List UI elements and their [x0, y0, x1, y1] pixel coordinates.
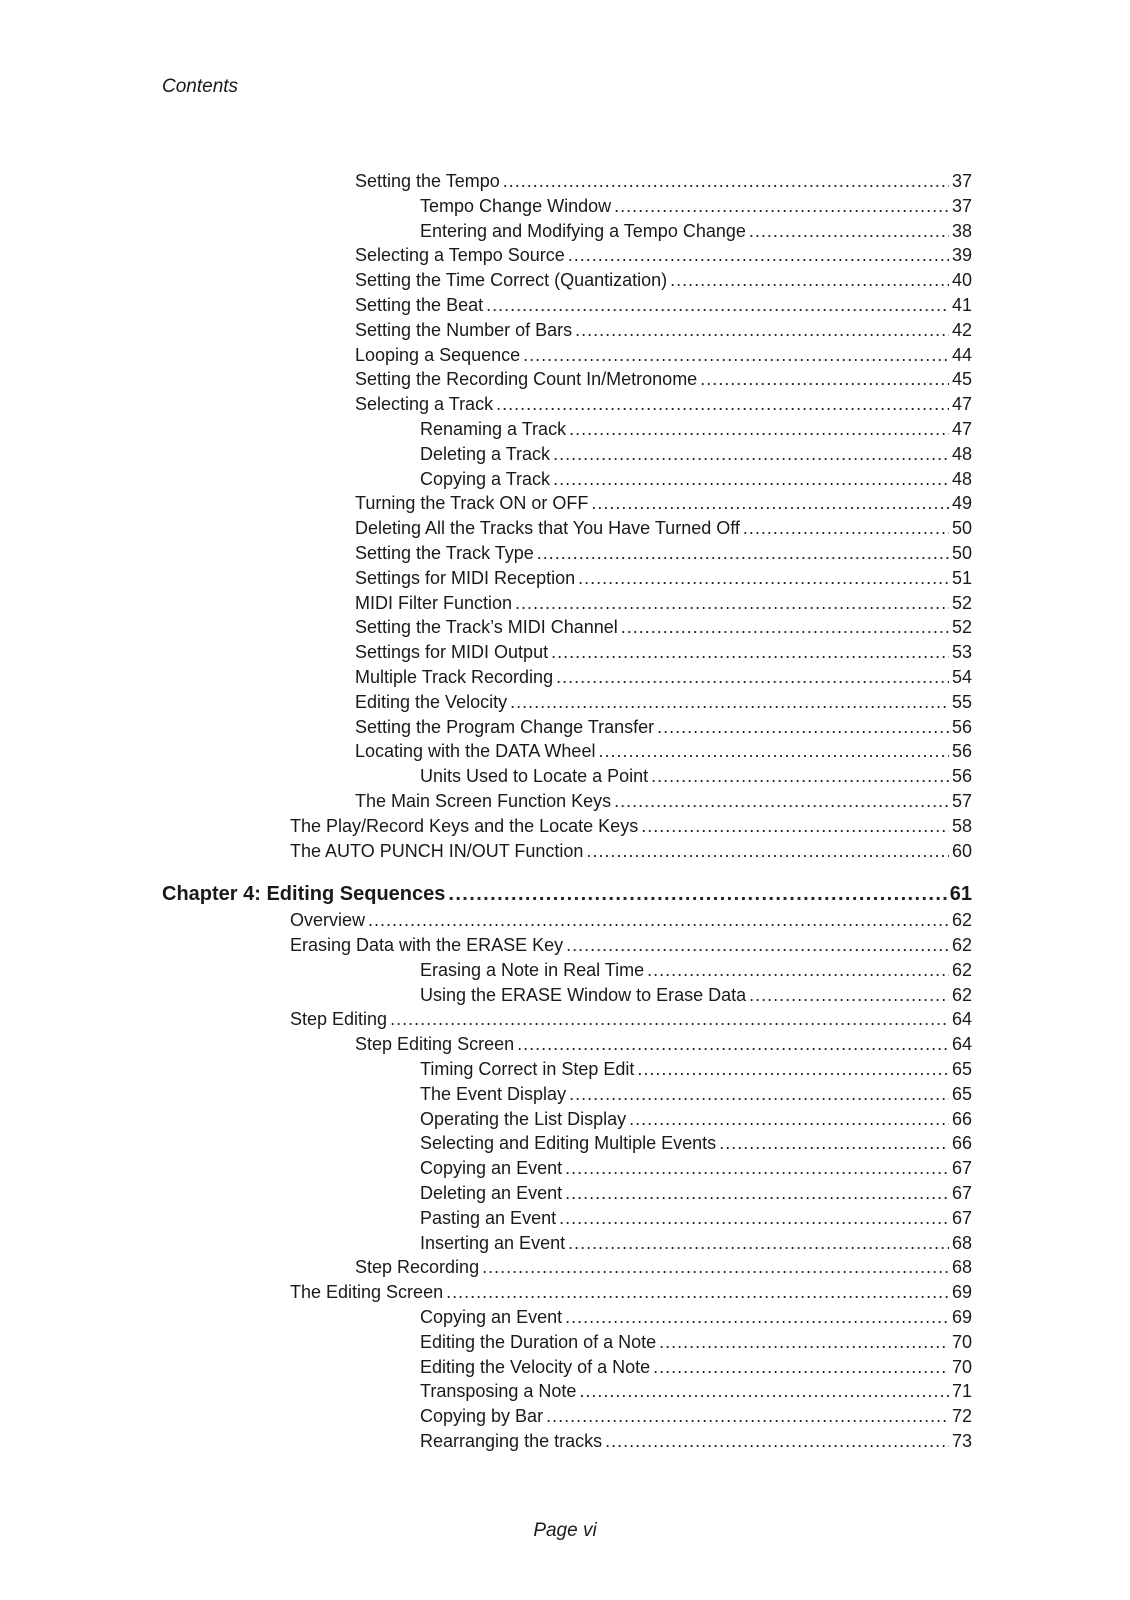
toc-entry-page: 69: [951, 1282, 972, 1302]
toc-entry[interactable]: [290, 909, 972, 931]
toc-entry-title: Deleting All the Tracks that You Have Turned Off: [355, 518, 740, 538]
toc-chapter-entry[interactable]: [162, 882, 972, 906]
dot-leader: [446, 1281, 949, 1303]
toc-entry[interactable]: [420, 1430, 972, 1452]
toc-entry-title: Tempo Change Window: [420, 196, 612, 216]
dot-leader: [614, 790, 949, 812]
dot-leader: [368, 909, 949, 931]
toc-entry-page: 56: [951, 741, 972, 761]
toc-entry-page: 58: [951, 816, 972, 836]
dot-leader: [551, 641, 949, 663]
toc-entry-page: 61: [949, 883, 972, 905]
toc-entry[interactable]: [290, 934, 972, 956]
dot-leader: [565, 1157, 949, 1179]
dot-leader: [651, 765, 949, 787]
toc-entry-title: Erasing a Note in Real Time: [420, 960, 645, 980]
toc-entry-title: The AUTO PUNCH IN/OUT Function: [290, 841, 584, 861]
toc-entry[interactable]: [290, 815, 972, 837]
dot-leader: [647, 959, 949, 981]
toc-entry[interactable]: [420, 1083, 972, 1105]
dot-leader: [565, 1182, 949, 1204]
dot-leader: [559, 1207, 949, 1229]
dot-leader: [496, 393, 949, 415]
toc-entry-title: Locating with the DATA Wheel: [355, 741, 596, 761]
dot-leader: [482, 1256, 949, 1278]
dot-leader: [568, 244, 949, 266]
toc-entry-title: Chapter 4: Editing Sequences: [162, 883, 446, 905]
toc-entry-page: 42: [951, 320, 972, 340]
toc-entry-page: 54: [951, 667, 972, 687]
toc-entry[interactable]: [420, 765, 972, 787]
dot-leader: [598, 740, 949, 762]
toc-entry[interactable]: [355, 319, 972, 341]
toc-entry-title: Operating the List Display: [420, 1109, 627, 1129]
dot-leader: [670, 269, 949, 291]
toc-entry-page: 70: [951, 1332, 972, 1352]
dot-leader: [503, 170, 949, 192]
dot-leader: [749, 984, 949, 1006]
dot-leader: [659, 1331, 949, 1353]
toc-entry-page: 62: [951, 910, 972, 930]
toc-entry-page: 69: [951, 1307, 972, 1327]
toc-entry-title: MIDI Filter Function: [355, 593, 513, 613]
toc-entry[interactable]: [420, 220, 972, 242]
toc-entry-title: Pasting an Event: [420, 1208, 557, 1228]
dot-leader: [568, 1232, 949, 1254]
dot-leader: [641, 815, 949, 837]
toc-entry-page: 47: [951, 394, 972, 414]
toc-entry-page: 45: [951, 369, 972, 389]
toc-entry-title: Setting the Program Change Transfer: [355, 717, 655, 737]
dot-leader: [569, 1083, 949, 1105]
toc-entry-title: Step Editing Screen: [355, 1034, 515, 1054]
dot-leader: [537, 542, 949, 564]
toc-entry-title: Multiple Track Recording: [355, 667, 554, 687]
toc-entry-page: 55: [951, 692, 972, 712]
toc-entry[interactable]: [355, 740, 972, 762]
toc-entry-title: Setting the Time Correct (Quantization): [355, 270, 668, 290]
toc-entry[interactable]: [420, 1405, 972, 1427]
toc-entry-page: 40: [951, 270, 972, 290]
toc-entry[interactable]: [420, 959, 972, 981]
toc-entry-title: Copying by Bar: [420, 1406, 544, 1426]
dot-leader: [553, 468, 949, 490]
toc-entry-page: 49: [951, 493, 972, 513]
toc-entry-page: 41: [951, 295, 972, 315]
toc-entry-page: 67: [951, 1208, 972, 1228]
toc-entry[interactable]: [420, 1182, 972, 1204]
toc-entry[interactable]: [355, 170, 972, 192]
toc-entry[interactable]: [420, 1356, 972, 1378]
toc-entry[interactable]: [420, 1306, 972, 1328]
running-head: Contents: [162, 76, 239, 97]
toc-entry-title: Looping a Sequence: [355, 345, 521, 365]
toc-entry-page: 56: [951, 717, 972, 737]
toc-entry-title: Step Editing: [290, 1009, 388, 1029]
toc-entry-title: Copying an Event: [420, 1158, 563, 1178]
dot-leader: [553, 443, 949, 465]
toc-entry[interactable]: [420, 1232, 972, 1254]
toc-entry-page: 57: [951, 791, 972, 811]
dot-leader: [591, 492, 949, 514]
dot-leader: [614, 195, 949, 217]
toc-entry-page: 68: [951, 1233, 972, 1253]
dot-leader: [629, 1108, 949, 1130]
toc-entry[interactable]: [420, 1132, 972, 1154]
toc-entry-page: 67: [951, 1158, 972, 1178]
toc-entry[interactable]: [355, 592, 972, 614]
toc-entry-page: 52: [951, 593, 972, 613]
toc-entry-page: 62: [951, 960, 972, 980]
toc-entry-page: 47: [951, 419, 972, 439]
dot-leader: [486, 294, 949, 316]
dot-leader: [546, 1405, 949, 1427]
dot-leader: [657, 716, 949, 738]
toc-entry-title: Setting the Number of Bars: [355, 320, 573, 340]
toc-entry-page: 52: [951, 617, 972, 637]
toc-entry-page: 48: [951, 469, 972, 489]
dot-leader: [390, 1008, 949, 1030]
toc-entry-page: 50: [951, 543, 972, 563]
toc-entry[interactable]: [355, 542, 972, 564]
dot-leader: [637, 1058, 949, 1080]
dot-leader: [517, 1033, 949, 1055]
dot-leader: [621, 616, 949, 638]
toc-entry-title: Timing Correct in Step Edit: [420, 1059, 635, 1079]
toc-entry-title: Selecting and Editing Multiple Events: [420, 1133, 717, 1153]
toc-entry[interactable]: [355, 691, 972, 713]
toc-entry[interactable]: [420, 1207, 972, 1229]
toc-entry[interactable]: [420, 443, 972, 465]
dot-leader: [569, 418, 949, 440]
dot-leader: [565, 1306, 949, 1328]
toc-entry[interactable]: [355, 616, 972, 638]
toc-entry-page: 72: [951, 1406, 972, 1426]
toc-entry-page: 56: [951, 766, 972, 786]
toc-entry-page: 37: [951, 196, 972, 216]
toc-entry-title: Setting the Tempo: [355, 171, 500, 191]
toc-entry[interactable]: [355, 393, 972, 415]
toc-entry-page: 37: [951, 171, 972, 191]
toc-entry[interactable]: [420, 1380, 972, 1402]
toc-entry[interactable]: [420, 1157, 972, 1179]
toc-entry-title: The Editing Screen: [290, 1282, 444, 1302]
dot-leader: [575, 319, 949, 341]
toc-entry-page: 65: [951, 1059, 972, 1079]
toc-entry-title: Step Recording: [355, 1257, 480, 1277]
toc-entry[interactable]: [290, 1008, 972, 1030]
toc-entry-page: 71: [951, 1381, 972, 1401]
toc-entry-title: Setting the Track Type: [355, 543, 534, 563]
page-number: Page vi: [533, 1520, 597, 1541]
toc-entry-page: 62: [951, 985, 972, 1005]
dot-leader: [653, 1356, 949, 1378]
toc-entry-title: The Event Display: [420, 1084, 567, 1104]
toc-entry-title: The Play/Record Keys and the Locate Keys: [290, 816, 639, 836]
toc-entry-title: The Main Screen Function Keys: [355, 791, 612, 811]
toc-entry[interactable]: [355, 641, 972, 663]
dot-leader: [749, 220, 949, 242]
dot-leader: [523, 344, 949, 366]
toc-entry-page: 67: [951, 1183, 972, 1203]
toc-entry-title: Selecting a Tempo Source: [355, 245, 565, 265]
toc-entry-title: Renaming a Track: [420, 419, 567, 439]
toc-entry-page: 50: [951, 518, 972, 538]
toc-entry-page: 70: [951, 1357, 972, 1377]
toc-entry[interactable]: [420, 1058, 972, 1080]
toc-entry[interactable]: [355, 567, 972, 589]
toc-entry-title: Settings for MIDI Reception: [355, 568, 576, 588]
dot-leader: [579, 1380, 949, 1402]
toc-entry[interactable]: [355, 368, 972, 390]
toc-entry[interactable]: [355, 344, 972, 366]
toc-entry-page: 44: [951, 345, 972, 365]
toc-entry[interactable]: [355, 716, 972, 738]
toc-entry[interactable]: [355, 517, 972, 539]
toc-entry-page: 73: [951, 1431, 972, 1451]
toc-entry-title: Setting the Track’s MIDI Channel: [355, 617, 618, 637]
toc-entry-title: Setting the Recording Count In/Metronome: [355, 369, 698, 389]
toc-entry[interactable]: [355, 294, 972, 316]
toc-entry-title: Settings for MIDI Output: [355, 642, 549, 662]
toc-entry-title: Inserting an Event: [420, 1233, 566, 1253]
toc-entry-title: Editing the Velocity of a Note: [420, 1357, 651, 1377]
toc-entry-page: 65: [951, 1084, 972, 1104]
toc-entry-page: 39: [951, 245, 972, 265]
toc-entry[interactable]: [355, 1256, 972, 1278]
dot-leader: [515, 592, 949, 614]
dot-leader: [566, 934, 949, 956]
toc-entry[interactable]: [420, 1108, 972, 1130]
toc-entry-title: Deleting an Event: [420, 1183, 563, 1203]
toc-entry-page: 38: [951, 221, 972, 241]
toc-entry-title: Selecting a Track: [355, 394, 494, 414]
toc-entry[interactable]: [355, 666, 972, 688]
toc-entry-title: Overview: [290, 910, 366, 930]
toc-entry-title: Turning the Track ON or OFF: [355, 493, 589, 513]
toc-entry[interactable]: [420, 468, 972, 490]
toc-entry[interactable]: [355, 269, 972, 291]
dot-leader: [719, 1132, 949, 1154]
toc-entry-title: Setting the Beat: [355, 295, 484, 315]
toc-entry-title: Transposing a Note: [420, 1381, 577, 1401]
toc-entry-title: Erasing Data with the ERASE Key: [290, 935, 564, 955]
toc-entry-title: Rearranging the tracks: [420, 1431, 603, 1451]
toc-entry-page: 68: [951, 1257, 972, 1277]
toc-entry[interactable]: [420, 195, 972, 217]
toc-entry[interactable]: [355, 790, 972, 812]
toc-entry[interactable]: [355, 492, 972, 514]
dot-leader: [510, 691, 949, 713]
toc-entry-title: Entering and Modifying a Tempo Change: [420, 221, 746, 241]
toc-entry-page: 62: [951, 935, 972, 955]
toc-entry[interactable]: [355, 1033, 972, 1055]
toc-entry[interactable]: [290, 840, 972, 862]
toc-entry-title: Editing the Duration of a Note: [420, 1332, 657, 1352]
toc-entry-title: Copying an Event: [420, 1307, 563, 1327]
toc-entry-page: 66: [951, 1109, 972, 1129]
toc-entry-page: 51: [951, 568, 972, 588]
toc-entry-title: Editing the Velocity: [355, 692, 508, 712]
dot-leader: [700, 368, 949, 390]
toc-entry-title: Using the ERASE Window to Erase Data: [420, 985, 747, 1005]
dot-leader: [743, 517, 949, 539]
dot-leader: [605, 1430, 949, 1452]
toc-entry[interactable]: [420, 418, 972, 440]
toc-entry-page: 64: [951, 1034, 972, 1054]
toc-entry[interactable]: [355, 244, 972, 266]
toc-entry-page: 53: [951, 642, 972, 662]
dot-leader: [578, 567, 949, 589]
dot-leader: [448, 882, 946, 906]
toc-entry-page: 60: [951, 841, 972, 861]
dot-leader: [556, 666, 949, 688]
toc-entry[interactable]: [290, 1281, 972, 1303]
toc-entry[interactable]: [420, 1331, 972, 1353]
toc-entry-page: 48: [951, 444, 972, 464]
dot-leader: [586, 840, 949, 862]
toc-entry-title: Units Used to Locate a Point: [420, 766, 649, 786]
toc-entry-page: 66: [951, 1133, 972, 1153]
toc-entry-title: Deleting a Track: [420, 444, 551, 464]
toc-entry[interactable]: [420, 984, 972, 1006]
toc-entry-page: 64: [951, 1009, 972, 1029]
toc-entry-title: Copying a Track: [420, 469, 551, 489]
